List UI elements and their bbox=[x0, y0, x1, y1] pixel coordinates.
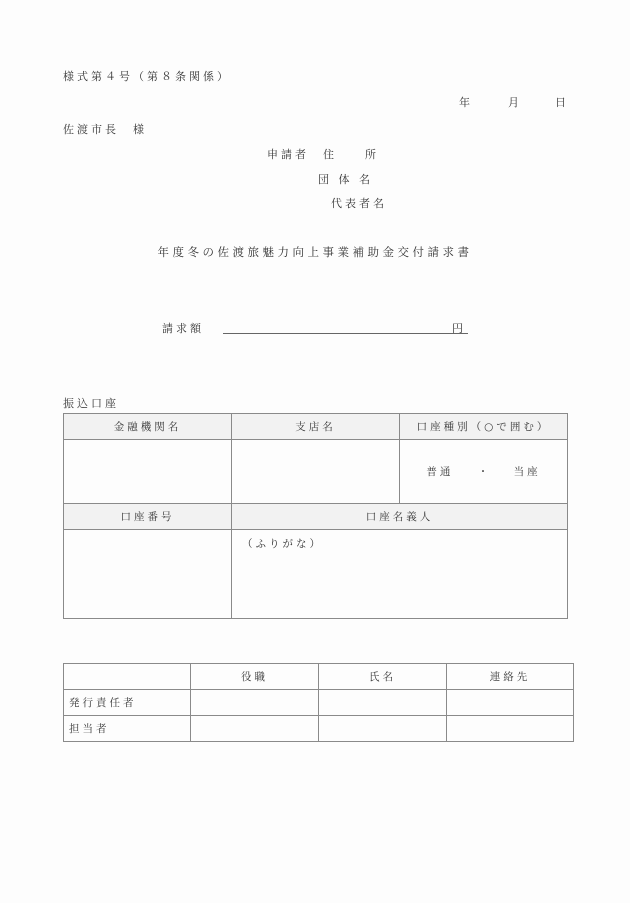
header-account-holder: 口座名義人 bbox=[232, 504, 568, 530]
contacts-row-staff bbox=[64, 716, 574, 742]
applicant-address-label: 申請者 住 所 bbox=[267, 148, 379, 161]
header-account-number: 口座番号 bbox=[64, 504, 232, 530]
issuer-contact-cell[interactable] bbox=[447, 690, 574, 716]
form-number: 様式第４号（第８条関係） bbox=[63, 70, 231, 83]
date-day: 日 bbox=[555, 96, 569, 109]
account-header-row bbox=[64, 504, 568, 530]
account-holder-cell[interactable] bbox=[232, 530, 568, 619]
contacts-table bbox=[63, 663, 574, 742]
header-account-type: 口座種別（○で囲む） bbox=[400, 414, 568, 440]
staff-position-cell[interactable] bbox=[191, 716, 319, 742]
branch-name-cell[interactable] bbox=[232, 440, 400, 504]
addressee: 佐渡市長 様 bbox=[63, 123, 147, 136]
issuer-position-cell[interactable] bbox=[191, 690, 319, 716]
account-type-separator: ・ bbox=[477, 466, 492, 478]
bank-account-table bbox=[63, 413, 568, 619]
bank-header-row bbox=[64, 414, 568, 440]
header-contact: 連絡先 bbox=[447, 664, 574, 690]
claim-amount-label: 請求額 bbox=[162, 322, 204, 335]
document-title: 年度冬の佐渡旅魅力向上事業補助金交付請求書 bbox=[157, 245, 473, 259]
holder-furigana-label: （ふりがな） bbox=[242, 538, 323, 550]
representative-name-label: 代表者名 bbox=[331, 197, 387, 210]
account-type-cell[interactable] bbox=[400, 440, 568, 504]
row-label-issuer: 発行責任者 bbox=[64, 690, 191, 716]
date-month: 月 bbox=[508, 96, 522, 109]
staff-name-cell[interactable] bbox=[319, 716, 447, 742]
contacts-row-issuer bbox=[64, 690, 574, 716]
account-number-cell[interactable] bbox=[64, 530, 232, 619]
staff-contact-cell[interactable] bbox=[447, 716, 574, 742]
organization-name-label: 団 体 名 bbox=[318, 173, 373, 186]
bank-name-cell[interactable] bbox=[64, 440, 232, 504]
bank-account-heading: 振込口座 bbox=[63, 397, 119, 410]
claim-amount-unit: 円 bbox=[452, 322, 463, 335]
account-data-row bbox=[64, 530, 568, 619]
header-blank bbox=[64, 664, 191, 690]
header-branch-name: 支店名 bbox=[232, 414, 400, 440]
account-type-current[interactable]: 当座 bbox=[513, 466, 541, 478]
contacts-header-row bbox=[64, 664, 574, 690]
bank-data-row bbox=[64, 440, 568, 504]
row-label-staff: 担当者 bbox=[64, 716, 191, 742]
account-type-ordinary[interactable]: 普通 bbox=[426, 466, 454, 478]
issuer-name-cell[interactable] bbox=[319, 690, 447, 716]
header-bank-name: 金融機関名 bbox=[64, 414, 232, 440]
header-position: 役職 bbox=[191, 664, 319, 690]
date-year: 年 bbox=[459, 96, 473, 109]
header-name: 氏名 bbox=[319, 664, 447, 690]
claim-amount-field[interactable] bbox=[223, 333, 468, 334]
